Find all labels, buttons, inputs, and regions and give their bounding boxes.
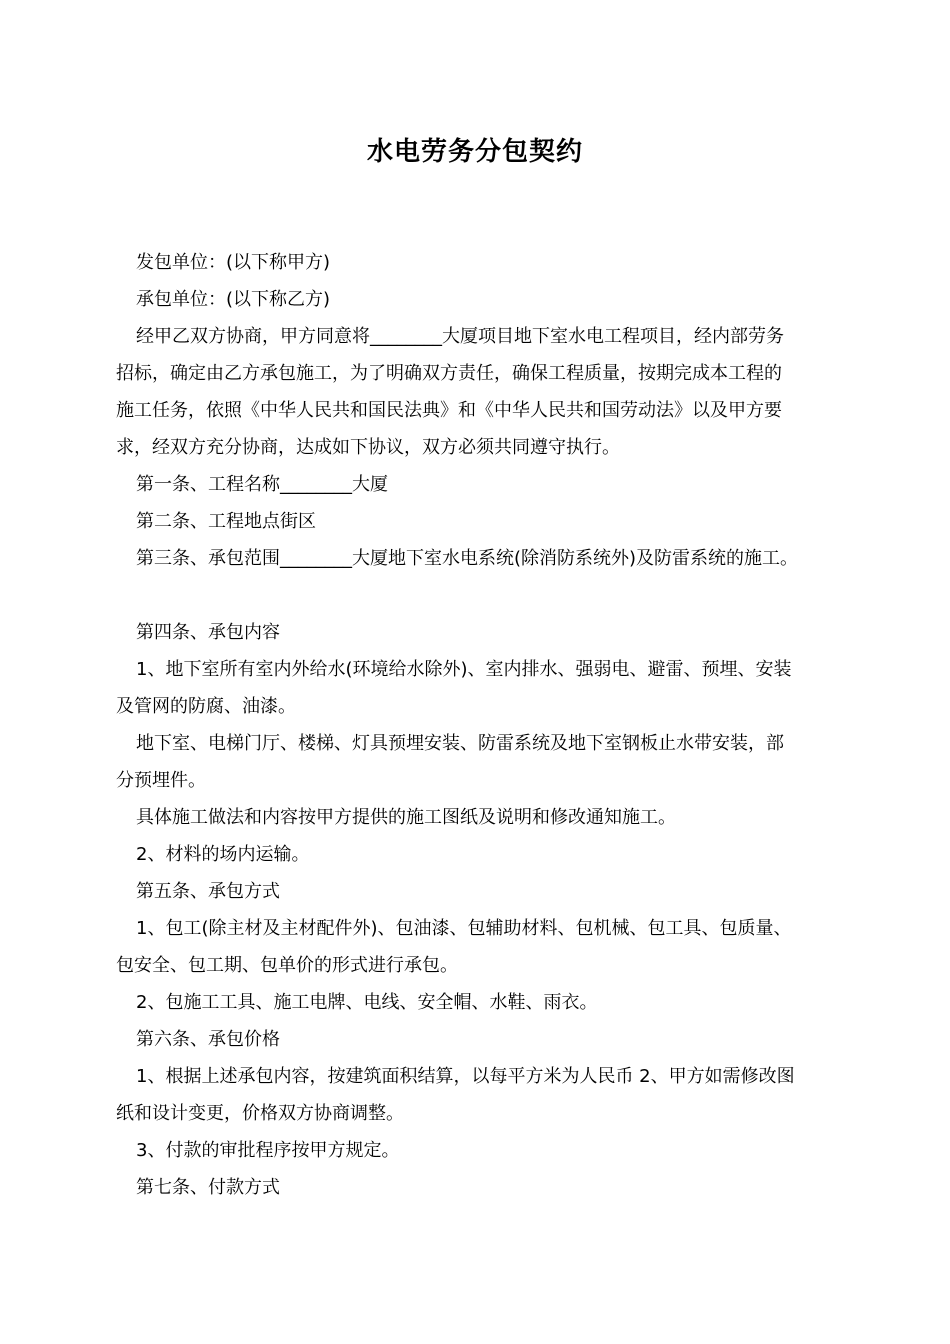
text-line-party-b: 承包单位：(以下称乙方) bbox=[136, 289, 331, 310]
text-line-price-1a: 1、根据上述承包内容，按建筑面积结算，以每平方米为人民币 2、甲方如需修改图 bbox=[136, 1066, 795, 1087]
text-line-preamble-1: 经甲乙双方协商，甲方同意将________大厦项目地下室水电工程项目，经内部劳务 bbox=[136, 326, 784, 347]
text-line-preamble-4: 求，经双方充分协商，达成如下协议，双方必须共同遵守执行。 bbox=[116, 437, 620, 458]
text-line-scope-2a: 地下室、电梯门厅、楼梯、灯具预埋安装、防雷系统及地下室钢板止水带安装，部 bbox=[136, 733, 784, 754]
text-line-article-1: 第一条、工程名称________大厦 bbox=[136, 474, 388, 495]
text-line-article-2: 第二条、工程地点街区 bbox=[136, 511, 316, 532]
text-line-scope-3: 具体施工做法和内容按甲方提供的施工图纸及说明和修改通知施工。 bbox=[136, 807, 676, 828]
text-line-method-1a: 1、包工(除主材及主材配件外)、包油漆、包辅助材料、包机械、包工具、包质量、 bbox=[136, 918, 792, 939]
text-line-article-3: 第三条、承包范围________大厦地下室水电系统(除消防系统外)及防雷系统的施工。 bbox=[136, 548, 799, 569]
text-line-preamble-2: 招标，确定由乙方承包施工，为了明确双方责任，确保工程质量，按期完成本工程的 bbox=[116, 363, 782, 384]
text-line-method-1b: 包安全、包工期、包单价的形式进行承包。 bbox=[116, 955, 458, 976]
text-line-article-5: 第五条、承包方式 bbox=[136, 881, 280, 902]
text-line-method-2: 2、包施工工具、施工电牌、电线、安全帽、水鞋、雨衣。 bbox=[136, 992, 598, 1013]
text-line-preamble-3: 施工任务，依照《中华人民共和国民法典》和《中华人民共和国劳动法》以及甲方要 bbox=[116, 400, 782, 421]
text-line-article-6: 第六条、承包价格 bbox=[136, 1029, 280, 1050]
text-line-scope-2b: 分预埋件。 bbox=[116, 770, 206, 791]
document-body bbox=[116, 244, 840, 1206]
text-line-scope-1a: 1、地下室所有室内外给水(环境给水除外)、室内排水、强弱电、避雷、预埋、安装 bbox=[136, 659, 792, 680]
text-line-price-3: 3、付款的审批程序按甲方规定。 bbox=[136, 1140, 400, 1161]
text-line-scope-4: 2、材料的场内运输。 bbox=[136, 844, 310, 865]
text-line-article-4: 第四条、承包内容 bbox=[136, 622, 280, 643]
text-line-article-7: 第七条、付款方式 bbox=[136, 1177, 280, 1198]
document-title: 水电劳务分包契约 bbox=[366, 137, 583, 167]
paragraph-gap bbox=[116, 577, 840, 614]
text-line-scope-1b: 及管网的防腐、油漆。 bbox=[116, 696, 296, 717]
text-line-party-a: 发包单位：(以下称甲方) bbox=[136, 252, 331, 273]
text-line-price-1b: 纸和设计变更，价格双方协商调整。 bbox=[116, 1103, 404, 1124]
